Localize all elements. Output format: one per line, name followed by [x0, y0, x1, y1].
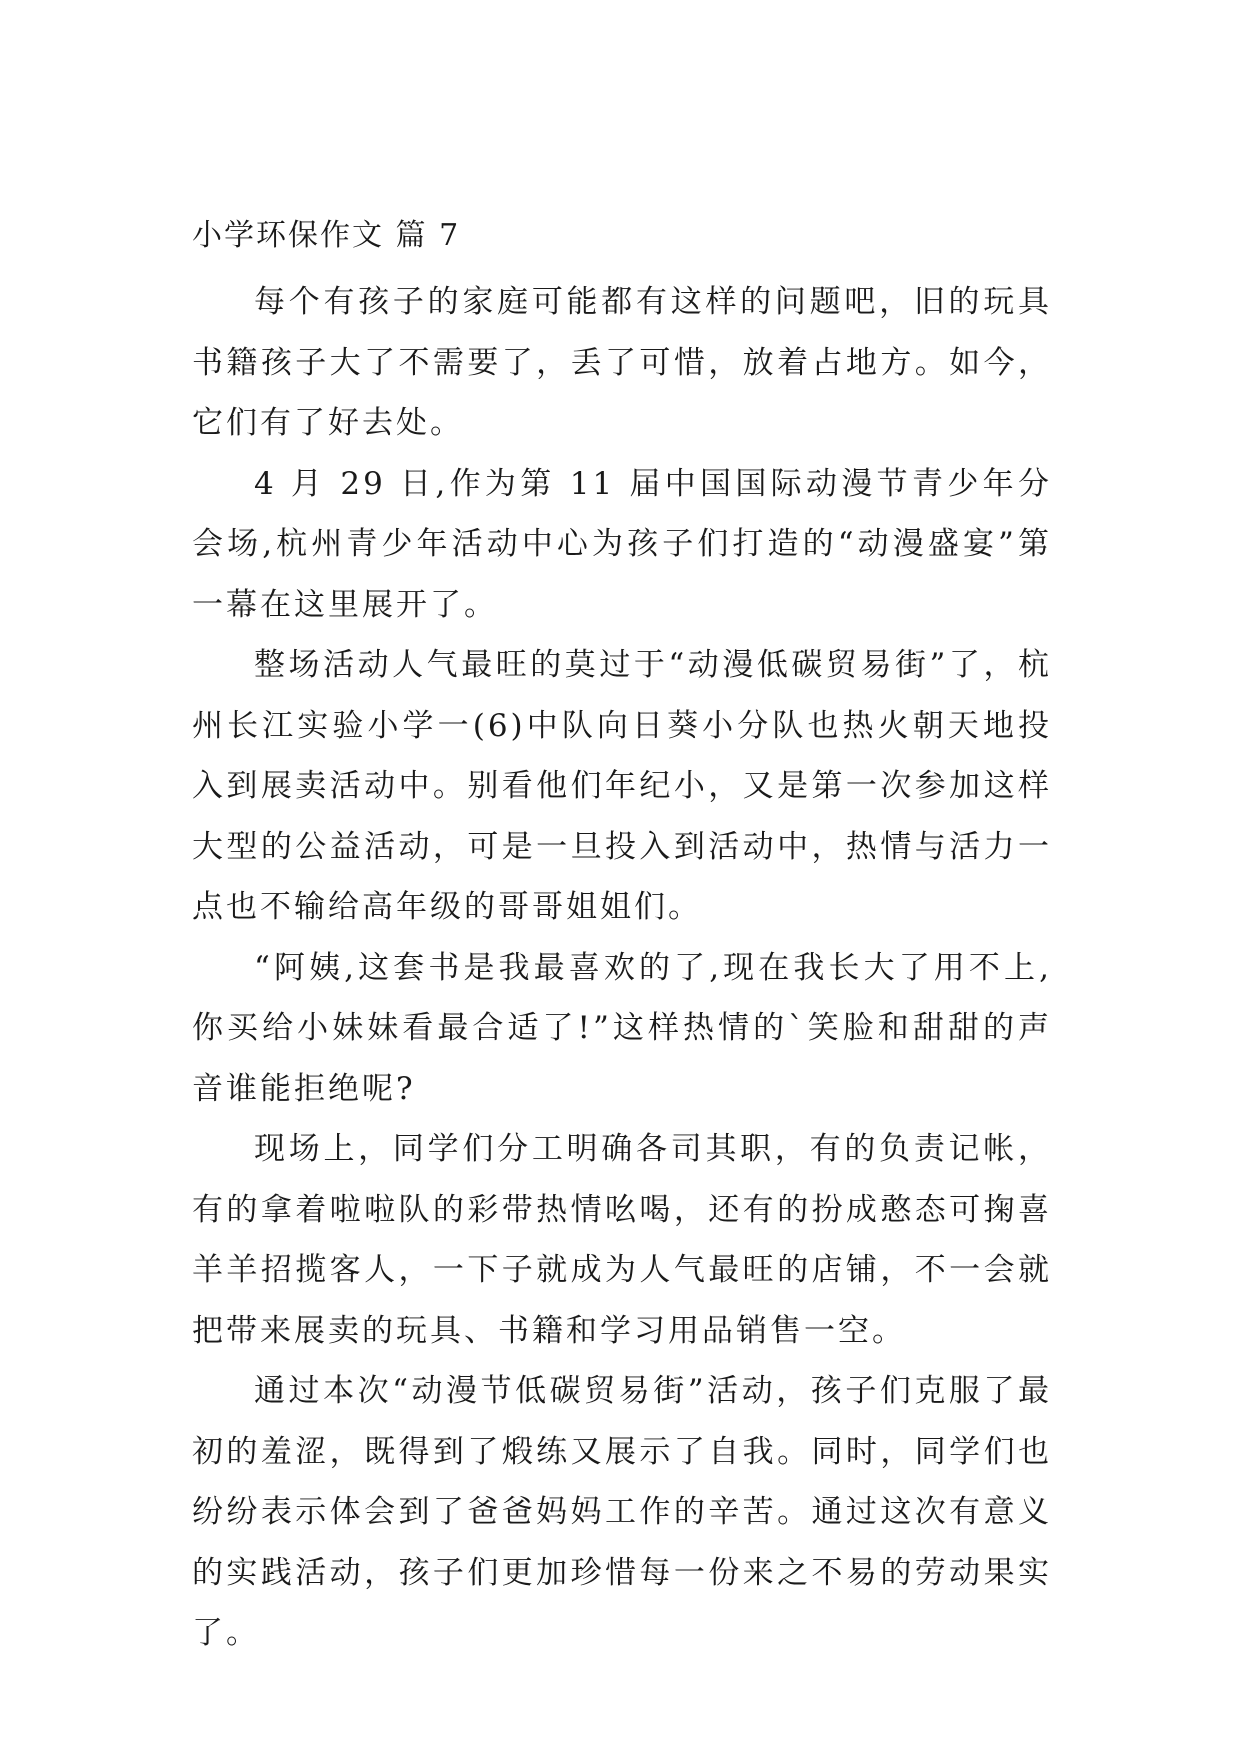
paragraph-5: 现场上，同学们分工明确各司其职，有的负责记帐，有的拿着啦啦队的彩带热情吆喝，还有的扮成憨态可掬喜羊羊招揽客人，一下子就成为人气最旺的店铺，不一会就把带来展卖的玩具、书籍和学习用品销售一空。 — [192, 1131, 1052, 1349]
document-page — [192, 216, 1052, 1664]
paragraph-1: 每个有孩子的家庭可能都有这样的问题吧，旧的玩具书籍孩子大了不需要了，丢了可惜，放着占地方。如今，它们有了好去处。 — [192, 284, 1052, 441]
paragraph-3: 整场活动人气最旺的莫过于“动漫低碳贸易街”了，杭州长江实验小学一(6)中队向日葵小分队也热火朝天地投入到展卖活动中。别看他们年纪小，又是第一次参加这样大型的公益活动，可是一旦投入到活动中，热情与活力一点也不输给高年级的哥哥姐姐们。 — [192, 647, 1052, 925]
paragraph-4: “阿姨,这套书是我最喜欢的了,现在我长大了用不上,你买给小妹妹看最合适了!”这样热情的`笑脸和甜甜的声音谁能拒绝呢? — [192, 949, 1052, 1107]
paragraph-2: 4 月 29 日,作为第 11 届中国国际动漫节青少年分会场,杭州青少年活动中心为孩子们打造的“动漫盛宴”第一幕在这里展开了。 — [192, 465, 1052, 623]
paragraph-6: 通过本次“动漫节低碳贸易街”活动，孩子们克服了最初的羞涩，既得到了煅练又展示了自我。同时，同学们也纷纷表示体会到了爸爸妈妈工作的辛苦。通过这次有意义的实践活动，孩子们更加珍惜每一份来之不易的劳动果实了。 — [192, 1373, 1052, 1651]
document-title: 小学环保作文 篇 7 — [192, 218, 461, 253]
